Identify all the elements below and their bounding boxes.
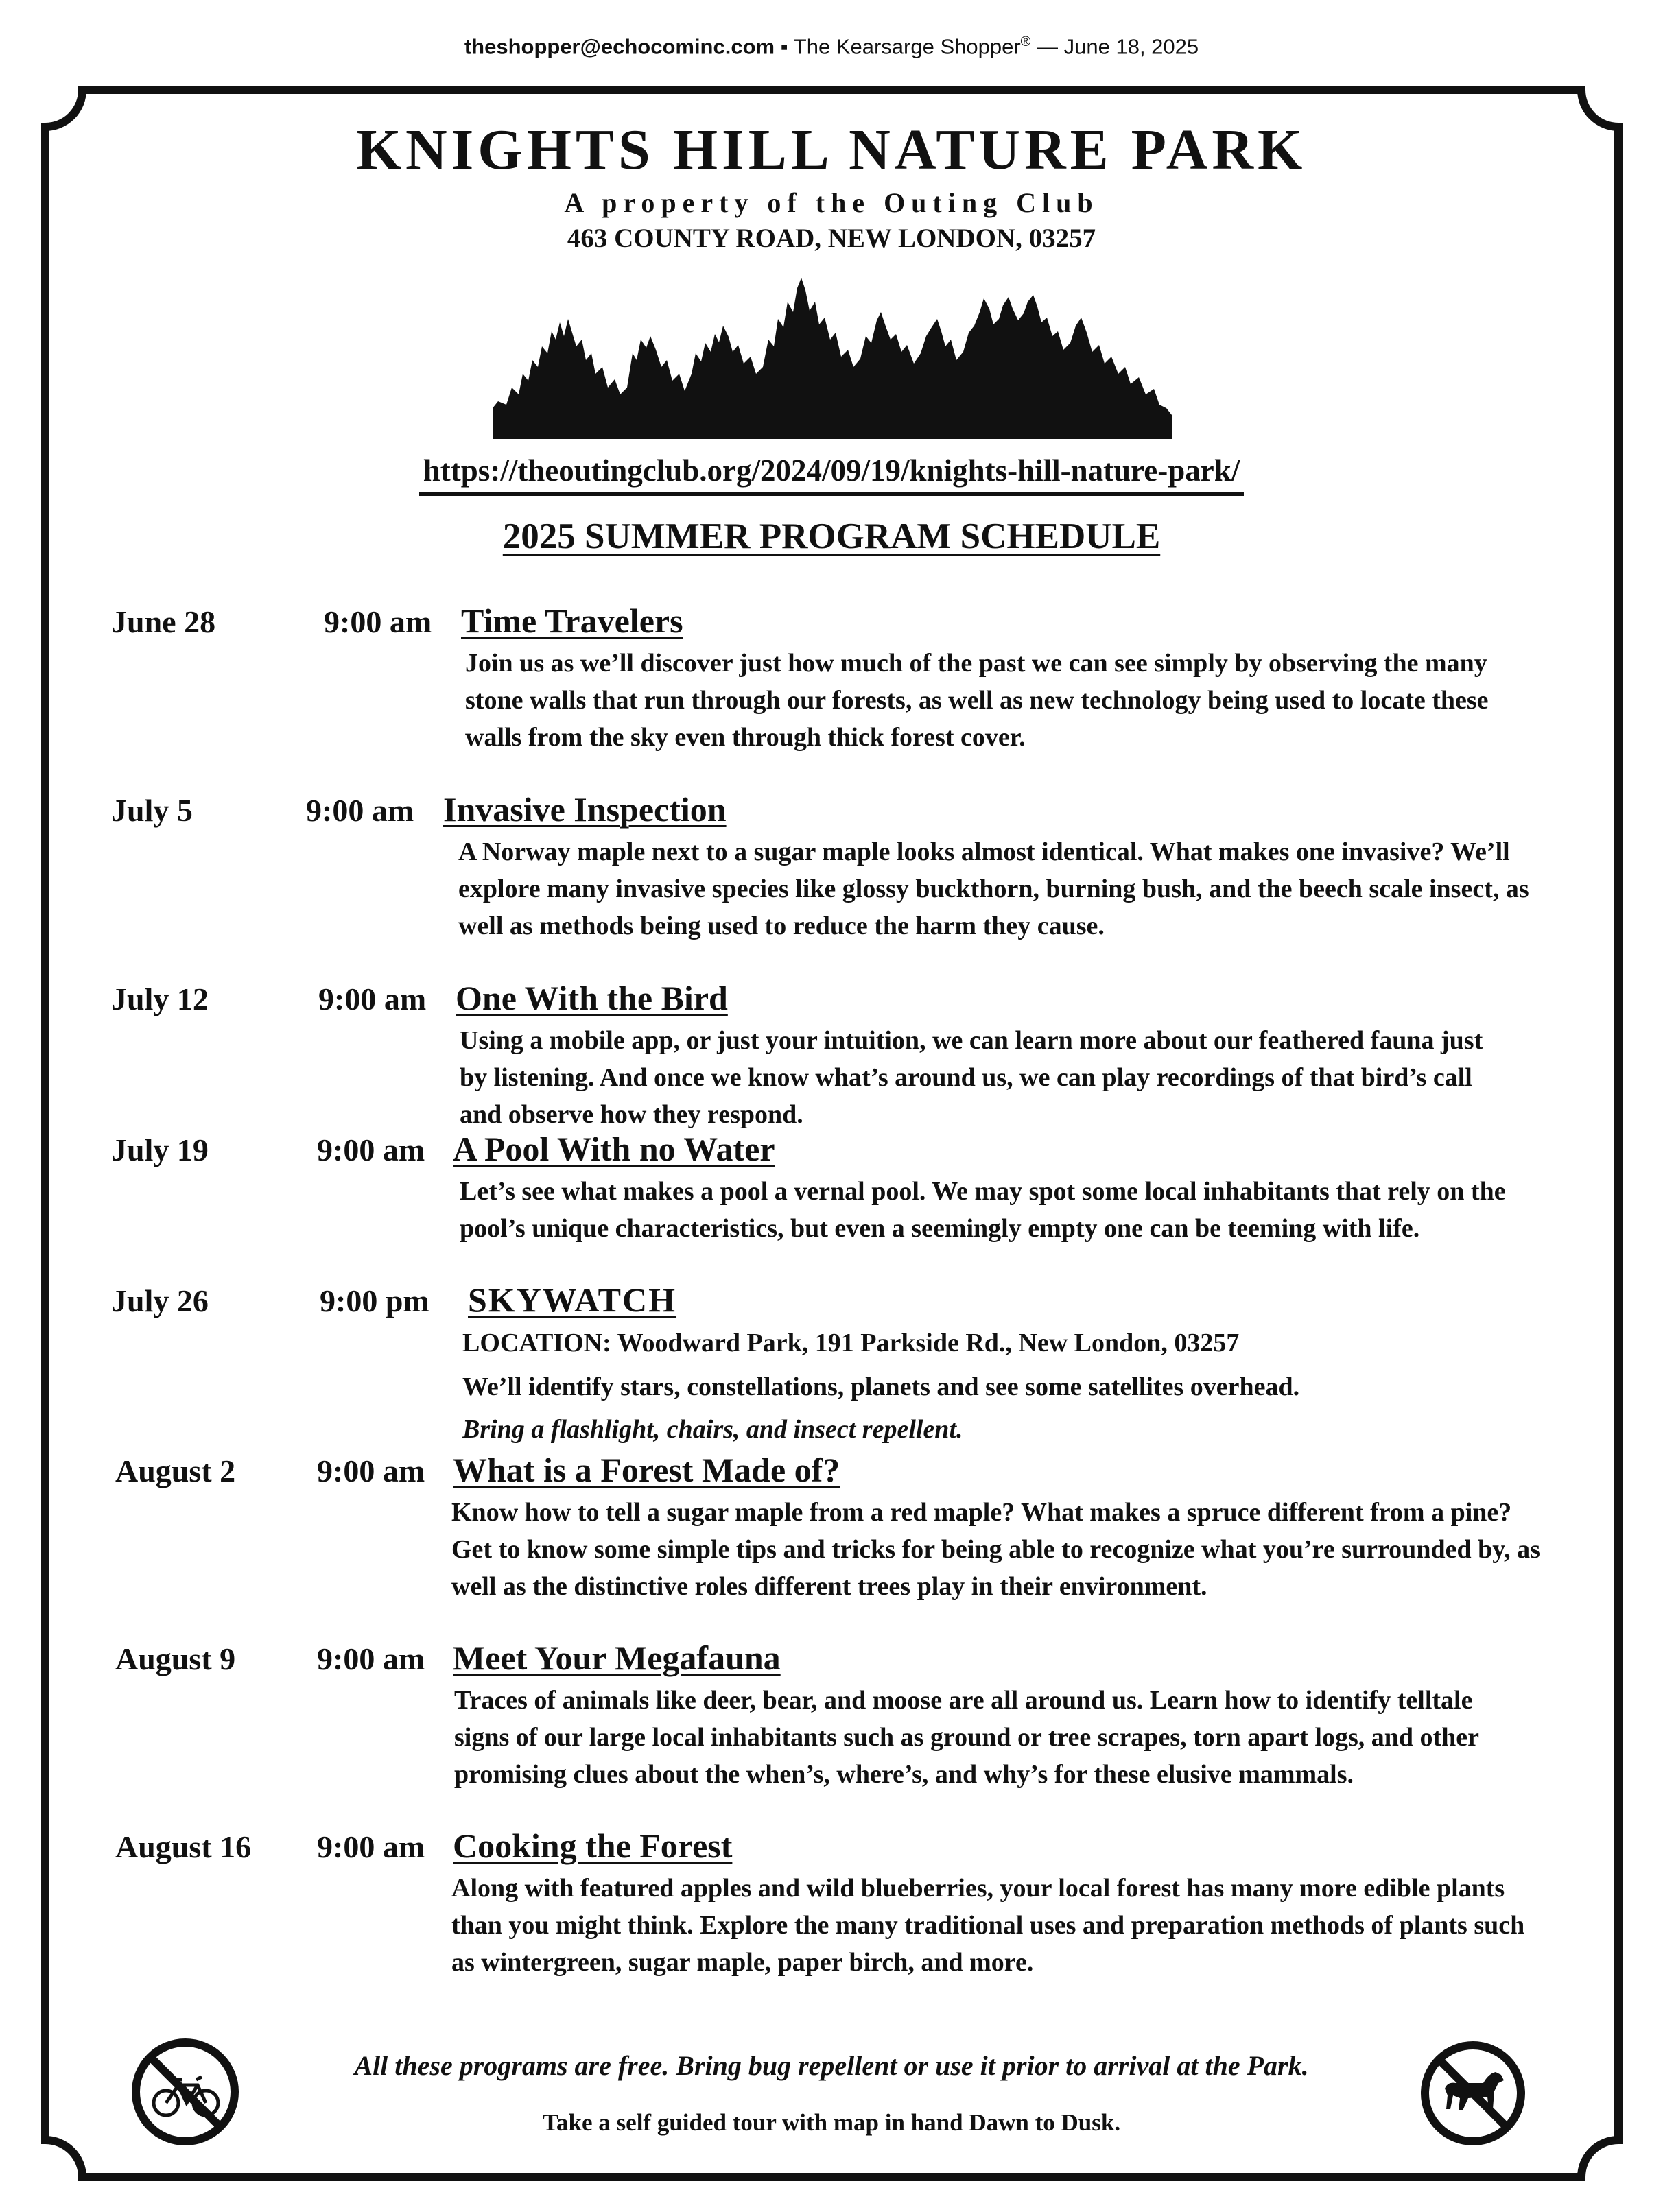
event-date: August 16 [115,1829,252,1864]
event-description: Join us as we’ll discover just how much of the past we can see simply by observing the many stone walls that run through our forests, as well as new technology being used to locate these walls from the sky even through thick forest cover. [465,649,1489,752]
no-dogs-icon [1420,2041,1526,2147]
event-date: June 28 [111,604,216,639]
schedule-heading-text: 2025 SUMMER PROGRAM SCHEDULE [502,516,1161,556]
event-time: 9:00 am [306,793,414,828]
park-title: KNIGHTS HILL NATURE PARK [356,118,1307,182]
event-note: Bring a flashlight, chairs, and insect repellent. [462,1415,963,1444]
event-time: 9:00 am [317,1453,425,1488]
masthead-date: — June 18, 2025 [1037,34,1199,59]
event-name: Time Travelers [461,602,683,640]
event-date: August 2 [115,1453,236,1488]
event-name: Cooking the Forest [453,1827,733,1865]
no-bicycles-icon [130,2037,240,2147]
schedule-heading [0,516,1663,557]
event-description: Traces of animals like deer, bear, and moose are all around us. Learn how to identify telltale signs of our large local inhabitants such as ground or tree scrapes, torn apart logs, and other promising clues about the when’s, where’s, and why’s for these elusive mammals. [454,1686,1479,1789]
self-guided-tour-note: Take a self guided tour with map in hand Dawn to Dusk. [542,2109,1121,2136]
event-location: LOCATION: Woodward Park, 191 Parkside Rd., New London, 03257 [462,1329,1240,1357]
event-name: SKYWATCH [468,1281,677,1319]
event-time: 9:00 am [324,604,432,639]
park-subtitle: A property of the Outing Club [564,187,1099,218]
event-description: We’ll identify stars, constellations, planets and see some satellites overhead. [462,1372,1300,1401]
masthead-email[interactable]: theshopper@echocominc.com [464,34,775,59]
masthead-publication: The Kearsarge Shopper [793,34,1021,59]
event-description: Using a mobile app, or just your intuition, we can learn more about our feathered fauna just by listening. And once we know what’s around us, we can play recordings of that bird’s call and observe how they respond. [460,1026,1483,1129]
event-time: 9:00 am [317,1641,425,1676]
park-url-text[interactable]: https://theoutingclub.org/2024/09/19/knights-hill-nature-park/ [419,453,1245,496]
event-description: A Norway maple next to a sugar maple looks almost identical. What makes one invasive? We’ll explore many invasive species like glossy buckthorn, burning bush, and the beech scale insect, as well as methods being used to reduce the harm they cause. [458,837,1529,940]
event-description: Along with featured apples and wild blueberries, your local forest has many more edible plants than you might think. Explore the many traditional uses and preparation methods of plants such as wintergreen, sugar maple, paper birch, and more. [451,1874,1525,1977]
event-date: July 12 [111,982,209,1016]
event-name: One With the Bird [456,979,728,1017]
event-date: July 19 [111,1132,209,1167]
event-time: 9:00 pm [320,1283,429,1318]
event-name: A Pool With no Water [453,1130,775,1168]
event-time: 9:00 am [317,1132,425,1167]
masthead [0,34,1663,59]
park-url-link[interactable] [0,453,1663,496]
event-description: Let’s see what makes a pool a vernal pool. We may spot some local inhabitants that rely on the pool’s unique characteristics, but even a seemingly empty one can be teeming with life. [460,1177,1506,1243]
event-time: 9:00 am [318,982,427,1016]
event-name: What is a Forest Made of? [453,1451,840,1489]
masthead-separator: ▪ [780,34,788,59]
park-address: 463 COUNTY ROAD, NEW LONDON, 03257 [567,224,1096,253]
treeline-illustration [493,271,1172,439]
event-date: July 26 [111,1283,209,1318]
event-date: August 9 [115,1641,236,1676]
free-programs-note: All these programs are free. Bring bug repellent or use it prior to arrival at the Park. [354,2050,1309,2081]
event-date: July 5 [111,793,193,828]
registered-mark: ® [1020,34,1031,49]
event-name: Meet Your Megafauna [453,1639,781,1677]
event-time: 9:00 am [317,1829,425,1864]
event-description: Know how to tell a sugar maple from a red maple? What makes a spruce different from a pine? Get to know some simple tips and tricks for being able to recognize what you’re surrounded by, as well as the distinctive roles different trees play in their environment. [451,1498,1540,1601]
event-name: Invasive Inspection [443,790,727,829]
